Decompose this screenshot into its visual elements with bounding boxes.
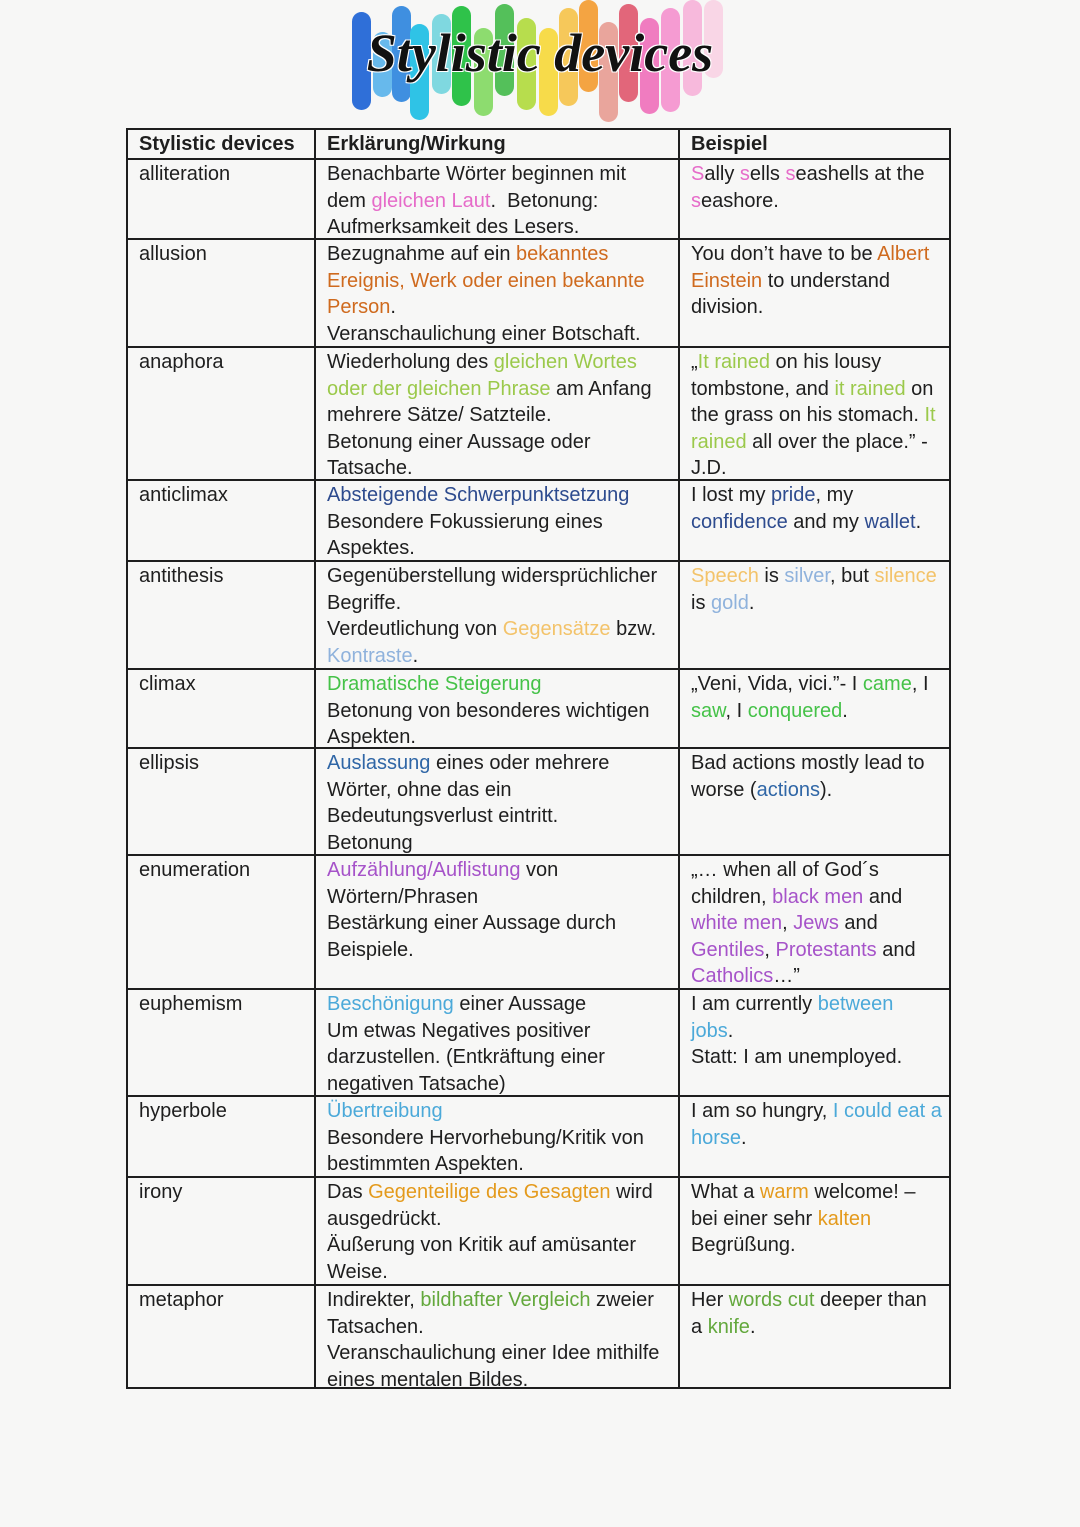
text-segment: and (838, 912, 878, 934)
cell-line (327, 1151, 678, 1176)
explanation-cell (314, 749, 678, 854)
device-cell (128, 562, 314, 668)
text-segment: all over the place.” - (746, 430, 928, 453)
highlighted-term: Catholics (691, 965, 774, 987)
cell-line (691, 777, 949, 804)
example-cell (678, 348, 949, 479)
cell-line (327, 857, 678, 884)
cell-line (327, 455, 678, 479)
cell-line (327, 750, 678, 777)
text-segment: . (741, 1126, 747, 1149)
highlighted-term: wallet (864, 510, 916, 533)
text-segment: . (749, 1315, 756, 1338)
text-segment: eashore. (701, 189, 779, 212)
text-segment: bzw. (610, 618, 657, 640)
table-row (128, 747, 949, 854)
highlighted-term: Kontraste (327, 644, 413, 667)
text-segment: . (842, 699, 848, 722)
text-segment: eashells at the (795, 163, 925, 185)
device-name: anaphora (139, 351, 224, 373)
cell-line (691, 268, 949, 295)
cell-line (327, 214, 678, 238)
highlighted-term: warm (759, 1181, 809, 1203)
text-segment: dem (327, 189, 372, 212)
text-segment: , (782, 912, 794, 934)
text-segment: Tatsache. (327, 457, 413, 479)
cell-line (327, 563, 678, 590)
text-segment: J.D. (691, 457, 727, 479)
highlighted-term: Protestants (775, 938, 877, 961)
cell-line (691, 509, 949, 536)
highlighted-term: white men (691, 912, 783, 934)
highlighted-term: rained (691, 430, 747, 453)
text-segment: Veranschaulichung einer Botschaft. (327, 322, 641, 345)
cell-line (691, 1179, 949, 1206)
explanation-cell (314, 1286, 678, 1387)
explanation-cell (314, 348, 678, 479)
text-segment: „ (691, 351, 698, 373)
highlighted-term: Übertreibung (327, 1100, 443, 1122)
highlighted-term: Auslassung (327, 752, 431, 774)
cell-line (327, 1340, 678, 1367)
cell-line (691, 991, 949, 1018)
text-segment: Bedeutungsverlust eintritt. (327, 805, 559, 827)
cell-line (327, 241, 678, 268)
highlighted-term: Person (327, 296, 391, 318)
text-segment: on his lousy (769, 351, 882, 373)
cell-line (691, 563, 949, 590)
cell-line (327, 349, 678, 376)
page-title: Stylistic devices (366, 23, 714, 83)
text-segment: What a (691, 1181, 760, 1203)
explanation-cell (314, 1178, 678, 1284)
cell-line (327, 1179, 678, 1206)
text-segment: negativen Tatsache) (327, 1072, 506, 1095)
cell-line (691, 750, 949, 777)
cell-line (691, 590, 949, 617)
text-segment: bei einer sehr (691, 1207, 818, 1230)
text-segment: I lost my (691, 484, 772, 506)
highlighted-term: bekanntes (516, 243, 609, 265)
text-segment: a (691, 1315, 708, 1338)
text-segment: „Veni, Vida, vici.”- I (691, 673, 863, 695)
cell-line (327, 671, 678, 698)
cell-line (327, 1018, 678, 1045)
cell-line (327, 643, 678, 669)
text-segment: Weise. (327, 1260, 388, 1283)
device-name: enumeration (139, 859, 251, 881)
explanation-cell (314, 160, 678, 238)
text-segment: , (764, 938, 776, 961)
cell-line (327, 294, 678, 321)
highlighted-term: words cut (728, 1289, 815, 1311)
cell-line (327, 376, 678, 403)
highlighted-term: s (739, 163, 750, 185)
highlighted-term: s (691, 189, 701, 212)
text-segment: darzustellen. (Entkräftung einer (327, 1046, 605, 1068)
text-segment: ). (819, 778, 833, 801)
highlighted-term: It (924, 404, 936, 426)
cell-line (691, 241, 949, 268)
text-segment: Begrüßung. (691, 1234, 796, 1256)
cell-line (691, 294, 949, 321)
title-banner (340, 0, 740, 125)
highlighted-term: Beschönigung (327, 993, 454, 1015)
cell-line (691, 188, 949, 215)
text-segment: ausgedrückt. (327, 1207, 442, 1230)
device-name: euphemism (139, 993, 243, 1015)
text-segment: Um etwas Negatives positiver (327, 1019, 591, 1042)
text-segment: Veranschaulichung einer Idee mithilfe (327, 1342, 660, 1364)
text-segment: Indirekter, (327, 1289, 421, 1311)
device-cell (128, 240, 314, 346)
highlighted-term: Aufzählung/Auflistung (327, 859, 521, 881)
highlighted-term: gleichen Wortes (493, 351, 637, 373)
example-cell (678, 749, 949, 854)
cell-line (327, 724, 678, 747)
highlighted-term: gold (711, 591, 749, 614)
example-cell (678, 670, 949, 747)
highlighted-term: kalten (817, 1207, 872, 1230)
cell-line (691, 161, 949, 188)
highlighted-term: S (691, 163, 705, 185)
cell-line (327, 1098, 678, 1125)
text-segment: . (390, 296, 396, 318)
text-segment: , my (815, 484, 854, 506)
cell-line (327, 268, 678, 295)
device-cell (128, 160, 314, 238)
device-cell (128, 1178, 314, 1284)
example-cell (678, 240, 949, 346)
text-segment: . (412, 644, 419, 667)
explanation-cell (314, 481, 678, 560)
device-cell (128, 990, 314, 1095)
cell-line (691, 482, 949, 509)
text-segment: Besondere Hervorhebung/Kritik von (327, 1126, 644, 1149)
text-segment: Beispiele. (327, 938, 414, 961)
device-cell (128, 749, 314, 854)
highlighted-term: jobs (691, 1019, 728, 1042)
text-segment: on (905, 377, 934, 400)
text-segment: eines oder mehrere (430, 752, 610, 774)
text-segment: Wiederholung des (327, 351, 494, 373)
cell-line (327, 910, 678, 937)
device-cell (128, 348, 314, 479)
cell-line (691, 1287, 949, 1314)
text-segment: zweier (590, 1289, 654, 1311)
text-segment: Wörtern/Phrasen (327, 885, 479, 908)
cell-line (327, 161, 678, 188)
cell-line (691, 1098, 949, 1125)
text-segment: Statt: I am unemployed. (691, 1046, 903, 1068)
highlighted-term: s (785, 163, 796, 185)
device-name: allusion (139, 243, 207, 265)
table-row (128, 1095, 949, 1176)
example-cell (678, 481, 949, 560)
highlighted-term: I could eat a (832, 1100, 942, 1122)
cell-line (691, 402, 949, 429)
device-cell (128, 1097, 314, 1176)
highlighted-term: Albert (877, 243, 930, 265)
cell-line (327, 402, 678, 429)
text-segment: …” (773, 965, 800, 987)
highlighted-term: Speech (691, 565, 759, 587)
highlighted-term: conquered (747, 699, 843, 722)
header-explanation: Erklärung/Wirkung (314, 130, 678, 158)
text-segment: Tatsachen. (327, 1315, 424, 1338)
explanation-cell (314, 670, 678, 747)
example-cell (678, 1286, 949, 1387)
text-segment: Verdeutlichung von (327, 618, 503, 640)
text-segment: Wörter, ohne das ein (327, 778, 512, 801)
header-example: Beispiel (678, 130, 949, 158)
cell-line (327, 1287, 678, 1314)
device-name: irony (139, 1181, 183, 1203)
text-segment: Bezugnahme auf ein (327, 243, 517, 265)
highlighted-term: came (862, 673, 912, 695)
cell-line (691, 937, 949, 964)
device-name: metaphor (139, 1289, 224, 1311)
highlighted-term: Ereignis, Werk oder einen bekannte (327, 269, 645, 292)
text-segment: . (748, 591, 755, 614)
cell-line (691, 884, 949, 911)
example-cell (678, 990, 949, 1095)
text-segment: division. (691, 296, 764, 318)
text-segment: , I (725, 699, 748, 722)
explanation-cell (314, 856, 678, 988)
explanation-cell (314, 240, 678, 346)
cell-line (327, 321, 678, 347)
cell-line (327, 1206, 678, 1233)
cell-line (327, 1125, 678, 1152)
cell-line (691, 349, 949, 376)
device-name: hyperbole (139, 1100, 227, 1122)
text-segment: I am currently (691, 993, 818, 1015)
table-row (128, 1284, 949, 1387)
cell-line (691, 455, 949, 479)
highlighted-term: between (817, 993, 894, 1015)
highlighted-term: Einstein (691, 269, 763, 292)
cell-line (691, 857, 949, 884)
text-segment: Besondere Fokussierung eines (327, 510, 603, 533)
cell-line (327, 937, 678, 964)
text-segment: I am so hungry, (691, 1100, 833, 1122)
highlighted-term: gleichen Laut (371, 189, 491, 212)
text-segment: is (691, 591, 711, 614)
example-cell (678, 160, 949, 238)
text-segment: Bad actions mostly lead to (691, 752, 925, 774)
cell-line (691, 963, 949, 988)
text-segment: worse ( (691, 778, 757, 801)
text-segment: Aspektes. (327, 537, 415, 559)
explanation-cell (314, 990, 678, 1095)
text-segment: Aspekten. (327, 726, 416, 747)
highlighted-term: saw (691, 699, 726, 722)
text-segment: Begriffe. (327, 591, 402, 614)
text-segment: welcome! – (808, 1181, 916, 1203)
cell-line (327, 698, 678, 725)
table-row (128, 854, 949, 988)
table-row (128, 668, 949, 747)
text-segment: Das (327, 1181, 369, 1203)
cell-line (691, 1018, 949, 1045)
highlighted-term: horse (691, 1126, 742, 1149)
table-row (128, 346, 949, 479)
highlighted-term: bildhafter Vergleich (420, 1289, 591, 1311)
cell-line (327, 830, 678, 855)
table-row (128, 560, 949, 668)
explanation-cell (314, 1097, 678, 1176)
text-segment: Bestärkung einer Aussage durch (327, 912, 617, 934)
table-header-row (128, 130, 949, 158)
cell-line (327, 1259, 678, 1285)
cell-line (691, 1125, 949, 1152)
cell-line (327, 429, 678, 456)
text-segment: „… when all of God´s (691, 859, 879, 881)
device-name: ellipsis (139, 752, 200, 774)
text-segment: von (520, 859, 559, 881)
text-segment: , but (829, 565, 875, 587)
highlighted-term: black men (772, 885, 864, 908)
header-device: Stylistic devices (139, 133, 295, 155)
highlighted-term: pride (771, 484, 816, 506)
table-row (128, 988, 949, 1095)
example-cell (678, 856, 949, 988)
highlighted-term: Absteigende Schwerpunktsetzung (327, 484, 630, 506)
highlighted-term: knife (707, 1315, 750, 1338)
text-segment: bestimmten Aspekten. (327, 1153, 524, 1175)
cell-line (691, 671, 949, 698)
cell-line (327, 616, 678, 643)
device-cell (128, 856, 314, 988)
cell-line (327, 590, 678, 617)
device-name: antithesis (139, 565, 224, 587)
text-segment: and (863, 885, 903, 908)
text-segment: Gegenüberstellung widersprüchlicher (327, 565, 658, 587)
highlighted-term: Gegenteilige des Gesagten (368, 1181, 611, 1203)
cell-line (691, 1314, 949, 1341)
table-row (128, 238, 949, 346)
text-segment: eines mentalen Bildes. (327, 1368, 529, 1387)
text-segment: mehrere Sätze/ Satzteile. (327, 404, 552, 426)
device-cell (128, 1286, 314, 1387)
device-name: anticlimax (139, 484, 228, 506)
highlighted-term: It rained (697, 351, 770, 373)
text-segment: Betonung einer Aussage oder (327, 430, 591, 453)
highlighted-term: Jews (793, 912, 839, 934)
cell-line (327, 777, 678, 804)
device-cell (128, 670, 314, 747)
text-segment: einer Aussage (453, 993, 587, 1015)
highlighted-term: actions (756, 778, 820, 801)
highlighted-term: Dramatische Steigerung (327, 673, 542, 695)
text-segment: is (758, 565, 785, 587)
text-segment: Benachbarte Wörter beginnen mit (327, 163, 627, 185)
table-row (128, 158, 949, 238)
text-segment: . (915, 510, 922, 533)
text-segment: children, (691, 885, 773, 908)
highlighted-term: Gentiles (691, 938, 765, 961)
cell-line (327, 482, 678, 509)
cell-line (691, 429, 949, 456)
example-cell (678, 1178, 949, 1284)
device-name: alliteration (139, 163, 231, 185)
highlighted-term: silence (874, 565, 937, 587)
text-segment: and my (787, 510, 865, 533)
text-segment: to understand (762, 269, 891, 292)
cell-line (691, 698, 949, 725)
text-segment: Aufmerksamkeit des Lesers. (327, 216, 580, 238)
text-segment: You don’t have to be (691, 243, 878, 265)
cell-line (691, 1232, 949, 1259)
text-segment: deeper than (814, 1289, 927, 1311)
cell-line (327, 803, 678, 830)
text-segment: ells (749, 163, 786, 185)
text-segment: Betonung (327, 831, 413, 854)
example-cell (678, 1097, 949, 1176)
highlighted-term: oder der gleichen Phrase (327, 377, 551, 400)
cell-line (327, 1367, 678, 1388)
device-name: climax (139, 673, 196, 695)
text-segment: , I (911, 673, 929, 695)
text-segment: Äußerung von Kritik auf amüsanter (327, 1234, 637, 1256)
cell-line (327, 884, 678, 911)
device-cell (128, 481, 314, 560)
text-segment: the grass on his stomach. (691, 404, 925, 426)
table-row (128, 1176, 949, 1284)
explanation-cell (314, 562, 678, 668)
cell-line (691, 910, 949, 937)
stylistic-devices-table (126, 128, 951, 1389)
text-segment: wird (610, 1181, 653, 1203)
cell-line (327, 1071, 678, 1096)
cell-line (691, 1044, 949, 1071)
cell-line (327, 1314, 678, 1341)
highlighted-term: it rained (834, 377, 906, 400)
highlighted-term: confidence (691, 510, 788, 533)
cell-line (327, 535, 678, 560)
text-segment: tombstone, and (691, 377, 835, 400)
cell-line (327, 991, 678, 1018)
text-segment: and (876, 938, 916, 961)
cell-line (327, 188, 678, 215)
highlighted-term: silver (784, 565, 830, 587)
cell-line (327, 1044, 678, 1071)
text-segment: am Anfang (550, 377, 652, 400)
text-segment: . (727, 1019, 734, 1042)
cell-line (327, 509, 678, 536)
cell-line (327, 1232, 678, 1259)
table-row (128, 479, 949, 560)
example-cell (678, 562, 949, 668)
cell-line (691, 376, 949, 403)
text-segment: . Betonung: (490, 189, 599, 212)
text-segment: Her (691, 1289, 729, 1311)
text-segment: Betonung von besonderes wichtigen (327, 699, 650, 722)
highlighted-term: Gegensätze (502, 618, 611, 640)
cell-line (691, 1206, 949, 1233)
text-segment: ally (704, 163, 740, 185)
